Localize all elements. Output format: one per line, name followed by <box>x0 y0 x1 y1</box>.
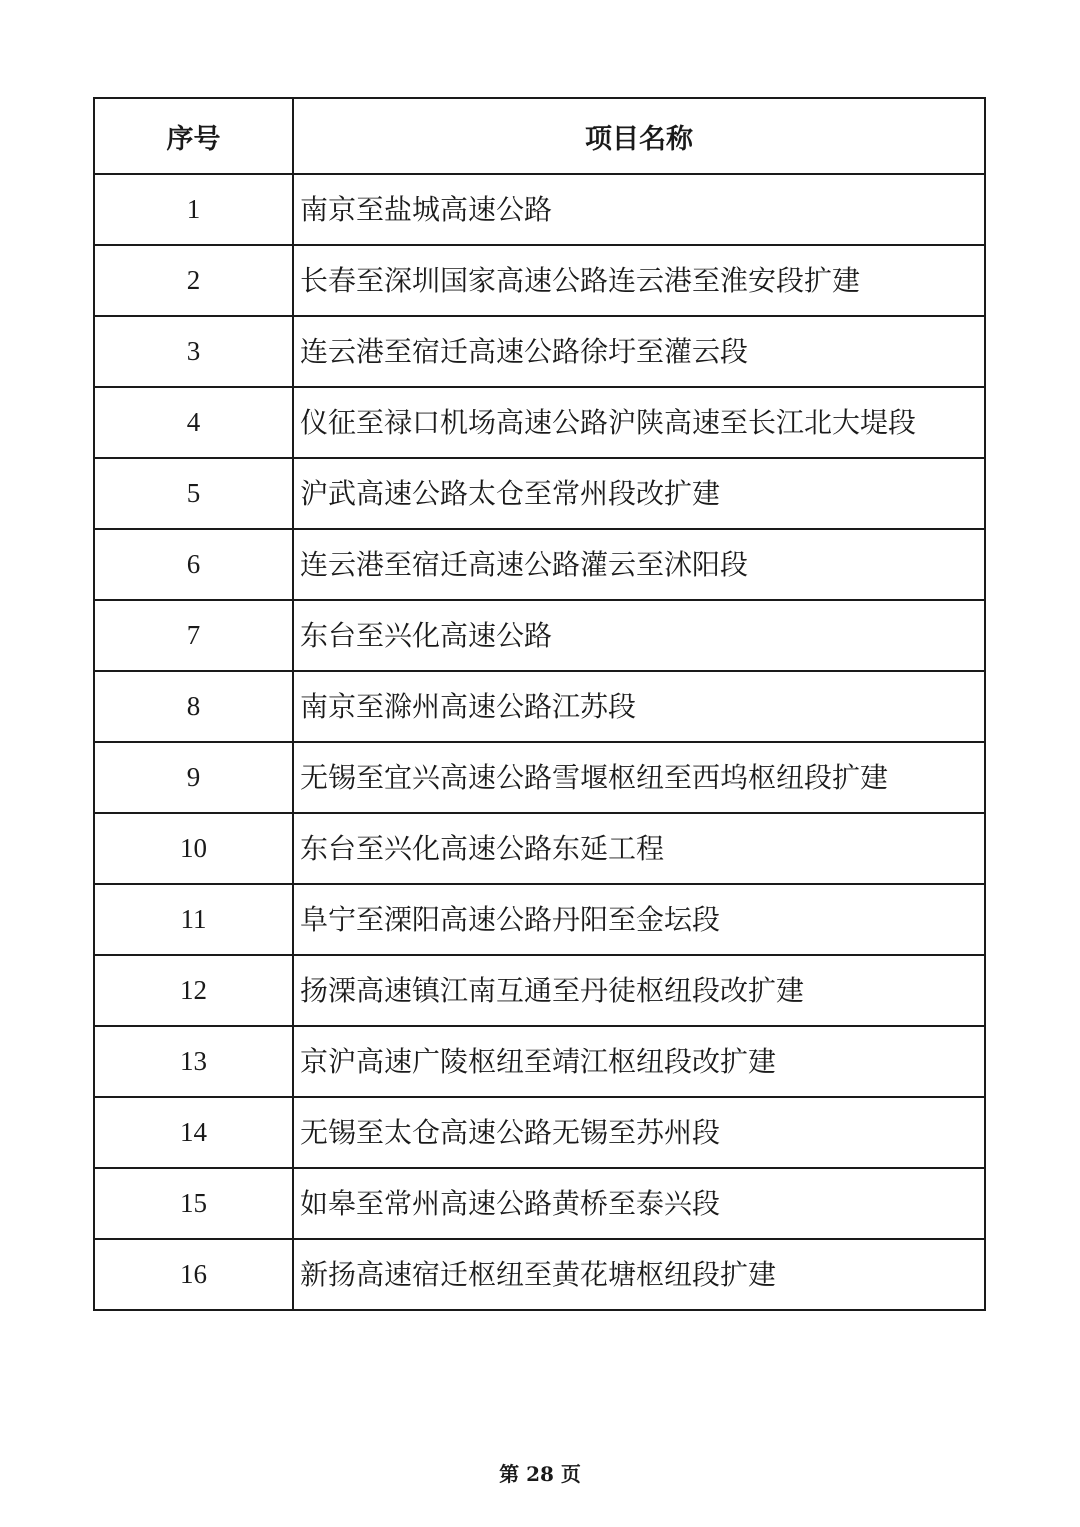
row-project-name: 沪武高速公路太仓至常州段改扩建 <box>293 458 985 529</box>
row-index: 7 <box>94 600 293 671</box>
row-index: 13 <box>94 1026 293 1097</box>
row-project-name: 东台至兴化高速公路东延工程 <box>293 813 985 884</box>
row-index: 5 <box>94 458 293 529</box>
table-row <box>94 955 985 1026</box>
row-project-name: 长春至深圳国家高速公路连云港至淮安段扩建 <box>293 245 985 316</box>
table-row <box>94 742 985 813</box>
row-project-name: 仪征至禄口机场高速公路沪陕高速至长江北大堤段 <box>293 387 985 458</box>
table-row <box>94 1097 985 1168</box>
row-project-name: 南京至盐城高速公路 <box>293 174 985 245</box>
row-project-name: 新扬高速宿迁枢纽至黄花塘枢纽段扩建 <box>293 1239 985 1310</box>
row-index: 2 <box>94 245 293 316</box>
row-index: 16 <box>94 1239 293 1310</box>
column-header-name: 项目名称 <box>293 98 985 174</box>
row-index: 12 <box>94 955 293 1026</box>
row-index: 3 <box>94 316 293 387</box>
row-project-name: 阜宁至溧阳高速公路丹阳至金坛段 <box>293 884 985 955</box>
row-project-name: 如皋至常州高速公路黄桥至泰兴段 <box>293 1168 985 1239</box>
table-row <box>94 600 985 671</box>
row-index: 15 <box>94 1168 293 1239</box>
row-index: 6 <box>94 529 293 600</box>
table-row <box>94 316 985 387</box>
table-row <box>94 1168 985 1239</box>
page-number: 第 28 页 <box>499 1462 581 1486</box>
column-header-index: 序号 <box>94 98 293 174</box>
table-row <box>94 1239 985 1310</box>
table-row <box>94 174 985 245</box>
table-row <box>94 813 985 884</box>
row-project-name: 连云港至宿迁高速公路徐圩至灌云段 <box>293 316 985 387</box>
table-header-row <box>94 98 985 174</box>
row-project-name: 扬溧高速镇江南互通至丹徒枢纽段改扩建 <box>293 955 985 1026</box>
table-row <box>94 458 985 529</box>
row-project-name: 东台至兴化高速公路 <box>293 600 985 671</box>
row-index: 9 <box>94 742 293 813</box>
row-project-name: 京沪高速广陵枢纽至靖江枢纽段改扩建 <box>293 1026 985 1097</box>
project-table <box>93 97 986 1311</box>
row-project-name: 无锡至宜兴高速公路雪堰枢纽至西坞枢纽段扩建 <box>293 742 985 813</box>
row-index: 1 <box>94 174 293 245</box>
row-index: 11 <box>94 884 293 955</box>
table-row <box>94 245 985 316</box>
table-row <box>94 884 985 955</box>
table-row <box>94 1026 985 1097</box>
row-index: 4 <box>94 387 293 458</box>
table-row <box>94 671 985 742</box>
table-row <box>94 387 985 458</box>
row-project-name: 南京至滁州高速公路江苏段 <box>293 671 985 742</box>
row-index: 10 <box>94 813 293 884</box>
row-project-name: 无锡至太仓高速公路无锡至苏州段 <box>293 1097 985 1168</box>
row-index: 8 <box>94 671 293 742</box>
table-row <box>94 529 985 600</box>
row-index: 14 <box>94 1097 293 1168</box>
row-project-name: 连云港至宿迁高速公路灌云至沭阳段 <box>293 529 985 600</box>
